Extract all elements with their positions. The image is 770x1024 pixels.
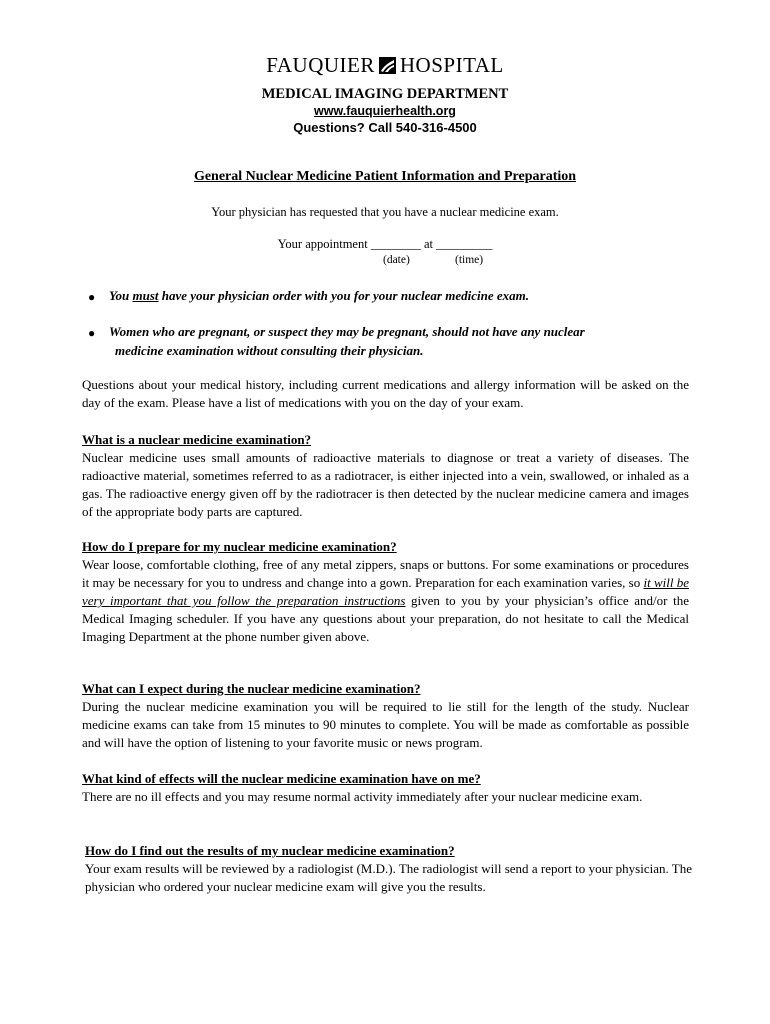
section-heading: How do I prepare for my nuclear medicine examination? bbox=[82, 539, 397, 554]
request-line: Your physician has requested that you have a nuclear medicine exam. bbox=[211, 205, 559, 219]
bullet-1-before: You bbox=[109, 288, 133, 303]
logo-text-left: FAUQUIER bbox=[266, 53, 375, 77]
bullet-1-emphasis: must bbox=[132, 288, 159, 303]
section-what-is bbox=[82, 431, 689, 521]
section-body bbox=[82, 556, 689, 646]
time-label: (time) bbox=[455, 254, 484, 266]
logo-mark-icon bbox=[379, 57, 396, 74]
section-heading: What kind of effects will the nuclear medicine examination have on me? bbox=[82, 771, 481, 786]
bullet-2-line-1: Women who are pregnant, or suspect they may be pregnant, should not have any nuclear bbox=[109, 324, 585, 339]
questions-phone: Questions? Call 540-316-4500 bbox=[293, 120, 477, 135]
bullet-2-line-2: medicine examination without consulting their physician. bbox=[115, 343, 424, 358]
section-body-part: given to you by your physician’s office and/or the Medical Imaging scheduler. If you have any questions about your preparation, do not hesitate to call the Medical Imaging Department at the phone number given above. bbox=[82, 593, 690, 644]
section-body: There are no ill effects and you may resume normal activity immediately after your nuclear medicine exam. bbox=[82, 789, 643, 804]
bullet-dot-icon: ● bbox=[88, 326, 96, 340]
intro-text: Questions about your medical history, including current medications and allergy information will be asked on the day of the exam. Please have a list of medications with you on the day of your exam. bbox=[82, 377, 689, 410]
section-prepare bbox=[82, 538, 689, 646]
bullet-pregnancy-warning bbox=[109, 322, 709, 360]
section-results bbox=[85, 842, 692, 896]
section-heading: How do I find out the results of my nuclear medicine examination? bbox=[85, 843, 455, 858]
section-expect bbox=[82, 680, 689, 752]
appointment-labels bbox=[383, 253, 583, 267]
section-body: Nuclear medicine uses small amounts of radioactive materials to diagnose or treat a variety of diseases. The radioactive material, sometimes referred to as a radiotracer, is either injected into a vein, swallowed, or inhaled as a gas. The radioactive energy given off by the radiotracer is then detected by the nuclear medicine camera and images of the appropriate body parts are captured. bbox=[82, 450, 689, 519]
date-label: (date) bbox=[383, 254, 410, 266]
section-effects bbox=[82, 770, 689, 806]
bullet-dot-icon: ● bbox=[88, 290, 96, 304]
bullet-order-required bbox=[109, 286, 709, 305]
logo-text-right: HOSPITAL bbox=[399, 53, 504, 77]
section-body-part: Wear loose, comfortable clothing, free of any metal zippers, snaps or buttons. For some examinations or procedures it may be necessary for you to undress and change into a gown. Preparation for each examination varies, so bbox=[82, 557, 689, 590]
section-body-emphasis: it will be very important that you follow the preparation instructions bbox=[82, 575, 689, 608]
hospital-logo bbox=[0, 53, 770, 77]
section-body: During the nuclear medicine examination you will be required to lie still for the length of the study. Nuclear medicine exams can take from 15 minutes to 90 minutes to complete. You will be made as comfortable as possible and will have the option of listening to your favorite music or news program. bbox=[82, 699, 689, 750]
section-heading: What can I expect during the nuclear medicine examination? bbox=[82, 681, 421, 696]
appointment-line: Your appointment ________ at _________ bbox=[277, 237, 493, 251]
section-heading: What is a nuclear medicine examination? bbox=[82, 432, 312, 447]
intro-paragraph bbox=[82, 376, 689, 412]
section-body: Your exam results will be reviewed by a radiologist (M.D.). The radiologist will send a report to your physician. The physician who ordered your nuclear medicine exam will give you the results. bbox=[85, 861, 692, 894]
department-name: MEDICAL IMAGING DEPARTMENT bbox=[261, 86, 509, 102]
website-link[interactable]: www.fauquierhealth.org bbox=[314, 104, 456, 118]
document-title: General Nuclear Medicine Patient Information and Preparation bbox=[193, 169, 577, 184]
bullet-1-after: have your physician order with you for your nuclear medicine exam. bbox=[158, 288, 529, 303]
